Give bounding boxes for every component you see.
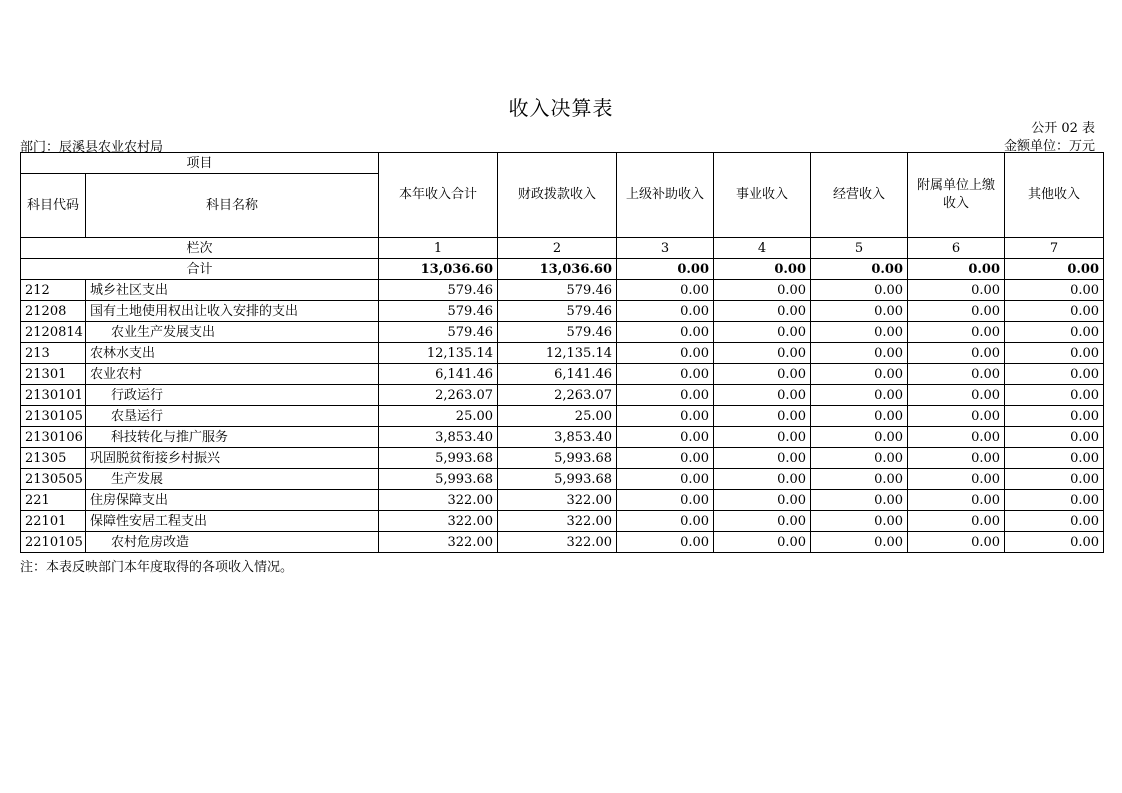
- table-row: [21, 490, 1104, 511]
- amount-cell: 0.00: [714, 343, 811, 364]
- table-row: [21, 469, 1104, 490]
- header-col-business: 事业收入: [714, 153, 811, 238]
- total-cell: 13,036.60: [498, 259, 617, 280]
- amount-cell: 5,993.68: [379, 469, 498, 490]
- amount-cell: 0.00: [811, 448, 908, 469]
- amount-cell: 322.00: [498, 532, 617, 553]
- amount-cell: 579.46: [379, 280, 498, 301]
- amount-cell: 0.00: [811, 343, 908, 364]
- amount-cell: 0.00: [908, 469, 1005, 490]
- col-number: 5: [811, 238, 908, 259]
- amount-cell: 0.00: [617, 532, 714, 553]
- amount-cell: 0.00: [714, 301, 811, 322]
- amount-cell: 0.00: [617, 490, 714, 511]
- table-row: [21, 511, 1104, 532]
- amount-cell: 0.00: [908, 406, 1005, 427]
- subject-code-cell: 21305: [21, 448, 86, 469]
- amount-cell: 322.00: [379, 490, 498, 511]
- subject-code-cell: 221: [21, 490, 86, 511]
- subject-name-cell: 住房保障支出: [86, 490, 379, 511]
- subject-code-cell: 213: [21, 343, 86, 364]
- form-number: 公开 02 表: [1031, 121, 1095, 136]
- amount-unit-label: 金额单位：万元: [1003, 139, 1095, 154]
- amount-cell: 0.00: [617, 343, 714, 364]
- subject-name-cell: 行政运行: [86, 385, 379, 406]
- subject-code-cell: 21208: [21, 301, 86, 322]
- subject-code-cell: 2210105: [21, 532, 86, 553]
- header-col-other: 其他收入: [1005, 153, 1104, 238]
- amount-cell: 0.00: [1005, 301, 1104, 322]
- amount-cell: 0.00: [908, 364, 1005, 385]
- table-row: [21, 364, 1104, 385]
- amount-cell: 0.00: [617, 427, 714, 448]
- subject-code-cell: 2120814: [21, 322, 86, 343]
- subject-name-cell: 保障性安居工程支出: [86, 511, 379, 532]
- total-cell: 0.00: [714, 259, 811, 280]
- subject-code-cell: 2130101: [21, 385, 86, 406]
- header-project: 项目: [21, 153, 379, 174]
- amount-cell: 0.00: [1005, 280, 1104, 301]
- amount-cell: 0.00: [908, 490, 1005, 511]
- subject-name-cell: 农业生产发展支出: [86, 322, 379, 343]
- subject-code-cell: 22101: [21, 511, 86, 532]
- amount-cell: 0.00: [908, 301, 1005, 322]
- amount-cell: 0.00: [617, 469, 714, 490]
- amount-cell: 0.00: [811, 490, 908, 511]
- table-row: [21, 322, 1104, 343]
- amount-cell: 579.46: [498, 322, 617, 343]
- amount-cell: 0.00: [811, 427, 908, 448]
- amount-cell: 0.00: [617, 364, 714, 385]
- department-label: 部门：辰溪县农业农村局: [20, 140, 164, 155]
- total-row: [21, 259, 1104, 280]
- total-cell: 0.00: [908, 259, 1005, 280]
- table-row: [21, 406, 1104, 427]
- amount-cell: 0.00: [908, 343, 1005, 364]
- amount-cell: 579.46: [498, 280, 617, 301]
- table-row: [21, 280, 1104, 301]
- subject-name-cell: 农业农村: [86, 364, 379, 385]
- amount-cell: 0.00: [1005, 385, 1104, 406]
- amount-cell: 0.00: [1005, 532, 1104, 553]
- amount-cell: 6,141.46: [379, 364, 498, 385]
- subject-name-cell: 农垦运行: [86, 406, 379, 427]
- amount-cell: 0.00: [1005, 364, 1104, 385]
- amount-cell: 579.46: [379, 301, 498, 322]
- amount-cell: 0.00: [908, 448, 1005, 469]
- amount-cell: 25.00: [498, 406, 617, 427]
- amount-cell: 0.00: [617, 322, 714, 343]
- amount-cell: 579.46: [498, 301, 617, 322]
- amount-cell: 3,853.40: [379, 427, 498, 448]
- amount-cell: 0.00: [617, 448, 714, 469]
- amount-cell: 0.00: [811, 406, 908, 427]
- col-number: 3: [617, 238, 714, 259]
- amount-cell: 0.00: [811, 532, 908, 553]
- amount-cell: 0.00: [617, 301, 714, 322]
- header-col-affiliated: 附属单位上缴收入: [908, 153, 1005, 238]
- amount-cell: 0.00: [811, 364, 908, 385]
- amount-cell: 0.00: [811, 385, 908, 406]
- amount-cell: 0.00: [714, 532, 811, 553]
- amount-cell: 0.00: [811, 322, 908, 343]
- amount-cell: 322.00: [379, 511, 498, 532]
- table-row: [21, 343, 1104, 364]
- amount-cell: 5,993.68: [498, 469, 617, 490]
- amount-cell: 579.46: [379, 322, 498, 343]
- subject-name-cell: 城乡社区支出: [86, 280, 379, 301]
- amount-cell: 0.00: [714, 322, 811, 343]
- amount-cell: 25.00: [379, 406, 498, 427]
- amount-cell: 0.00: [811, 511, 908, 532]
- amount-cell: 0.00: [1005, 469, 1104, 490]
- amount-cell: 0.00: [1005, 427, 1104, 448]
- total-cell: 0.00: [811, 259, 908, 280]
- amount-cell: 3,853.40: [498, 427, 617, 448]
- amount-cell: 2,263.07: [498, 385, 617, 406]
- total-cell: 0.00: [617, 259, 714, 280]
- amount-cell: 12,135.14: [498, 343, 617, 364]
- total-cell: 13,036.60: [379, 259, 498, 280]
- amount-cell: 0.00: [714, 427, 811, 448]
- col-number: 1: [379, 238, 498, 259]
- subject-code-cell: 2130505: [21, 469, 86, 490]
- amount-cell: 0.00: [617, 406, 714, 427]
- col-number: 7: [1005, 238, 1104, 259]
- subject-name-cell: 巩固脱贫衔接乡村振兴: [86, 448, 379, 469]
- amount-cell: 322.00: [498, 490, 617, 511]
- table-row: [21, 427, 1104, 448]
- amount-cell: 2,263.07: [379, 385, 498, 406]
- income-table: [20, 152, 1104, 553]
- amount-cell: 0.00: [617, 511, 714, 532]
- subject-code-cell: 212: [21, 280, 86, 301]
- amount-cell: 0.00: [714, 385, 811, 406]
- amount-cell: 0.00: [714, 490, 811, 511]
- header-name: 科目名称: [86, 174, 379, 238]
- amount-cell: 0.00: [811, 469, 908, 490]
- amount-cell: 322.00: [379, 532, 498, 553]
- amount-cell: 6,141.46: [498, 364, 617, 385]
- total-label: 合计: [21, 259, 379, 280]
- amount-cell: 0.00: [1005, 490, 1104, 511]
- amount-cell: 0.00: [617, 280, 714, 301]
- amount-cell: 0.00: [908, 280, 1005, 301]
- amount-cell: 0.00: [714, 406, 811, 427]
- table-body: [21, 259, 1104, 553]
- subject-name-cell: 农村危房改造: [86, 532, 379, 553]
- amount-cell: 0.00: [908, 532, 1005, 553]
- amount-cell: 322.00: [498, 511, 617, 532]
- header-col-total: 本年收入合计: [379, 153, 498, 238]
- amount-cell: 0.00: [908, 385, 1005, 406]
- subject-name-cell: 生产发展: [86, 469, 379, 490]
- header-col-fiscal: 财政拨款收入: [498, 153, 617, 238]
- amount-cell: 0.00: [714, 469, 811, 490]
- table-row: [21, 532, 1104, 553]
- col-number: 6: [908, 238, 1005, 259]
- table-row: [21, 385, 1104, 406]
- amount-cell: 0.00: [714, 280, 811, 301]
- page-title: 收入决算表: [508, 96, 614, 120]
- amount-cell: 0.00: [714, 364, 811, 385]
- amount-cell: 0.00: [908, 322, 1005, 343]
- subject-code-cell: 2130106: [21, 427, 86, 448]
- header-col-operating: 经营收入: [811, 153, 908, 238]
- header-row-label: 栏次: [21, 238, 379, 259]
- amount-cell: 0.00: [1005, 322, 1104, 343]
- header-code: 科目代码: [21, 174, 86, 238]
- subject-code-cell: 21301: [21, 364, 86, 385]
- amount-cell: 0.00: [811, 280, 908, 301]
- amount-cell: 0.00: [714, 511, 811, 532]
- amount-cell: 0.00: [1005, 406, 1104, 427]
- amount-cell: 0.00: [1005, 343, 1104, 364]
- table-row: [21, 301, 1104, 322]
- amount-cell: 0.00: [617, 385, 714, 406]
- subject-code-cell: 2130105: [21, 406, 86, 427]
- amount-cell: 0.00: [714, 448, 811, 469]
- subject-name-cell: 国有土地使用权出让收入安排的支出: [86, 301, 379, 322]
- amount-cell: 12,135.14: [379, 343, 498, 364]
- amount-cell: 0.00: [908, 511, 1005, 532]
- header-col-superior-subsidy: 上级补助收入: [617, 153, 714, 238]
- col-number: 4: [714, 238, 811, 259]
- footnote: 注：本表反映部门本年度取得的各项收入情况。: [20, 560, 294, 575]
- amount-cell: 5,993.68: [498, 448, 617, 469]
- total-cell: 0.00: [1005, 259, 1104, 280]
- subject-name-cell: 科技转化与推广服务: [86, 427, 379, 448]
- amount-cell: 0.00: [811, 301, 908, 322]
- col-number: 2: [498, 238, 617, 259]
- amount-cell: 0.00: [1005, 448, 1104, 469]
- amount-cell: 5,993.68: [379, 448, 498, 469]
- subject-name-cell: 农林水支出: [86, 343, 379, 364]
- amount-cell: 0.00: [1005, 511, 1104, 532]
- table-row: [21, 448, 1104, 469]
- amount-cell: 0.00: [908, 427, 1005, 448]
